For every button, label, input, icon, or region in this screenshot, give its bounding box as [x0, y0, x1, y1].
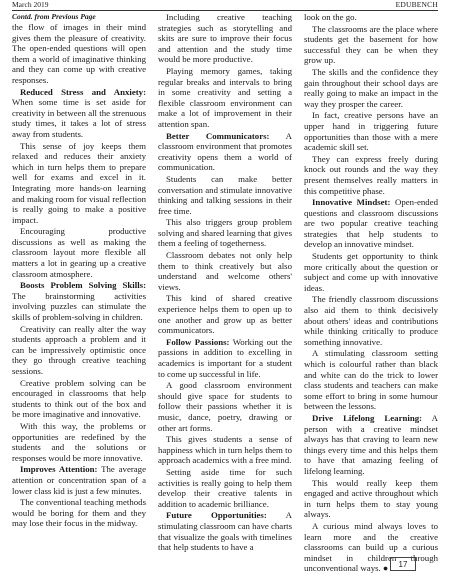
paragraph-text: Contd. from Previous Page [12, 12, 96, 21]
paragraph-text: This also triggers group problem solving and shared learning that gives them a feeling of togetherness. [158, 217, 292, 249]
page-number: 17 [390, 557, 416, 571]
paragraph-text: Creativity can really alter the way students approach a problem and it can be impressively optimistic once they go through creative teaching sessions. [12, 323, 146, 376]
section-heading: Future Opportunities: [166, 510, 267, 521]
paragraph-text: A classroom environment that promotes creativity opens them a world of communication. [158, 130, 292, 173]
paragraph [158, 131, 292, 173]
paragraph-text: When some time is set aside for creativity in between all the strenuous study times, it takes a lot of stress away from students. [12, 97, 146, 139]
paragraph-text: the flow of images in their mind gives them the pleasure of creativity. The open-ended questions will open them a world of imaginative thinking and they can come up with creative responses. [12, 22, 146, 85]
paragraph [304, 67, 438, 109]
paragraph-text: A curious mind always loves to learn more and the creative classrooms can build up a curious mindset in children through unconventional ways. ● [304, 520, 438, 574]
paragraph [12, 280, 146, 322]
paragraph [158, 510, 292, 552]
paragraph [12, 12, 146, 21]
paragraph-text: The average attention or concentration span of a lower class kid is just a few minutes. [12, 464, 146, 496]
paragraph-text: This would really keep them engaged and active throughout which in turn helps them to stay young always. [304, 477, 438, 520]
paragraph [158, 380, 292, 433]
paragraph-text: Setting aside time for such activities is really going to help them develop their creative talents in addition to academic brilliance. [158, 466, 292, 509]
section-heading: Boosts Problem Solving Skills: [20, 280, 146, 291]
paragraph-text: Open-ended questions and classroom discussions are two popular creative teaching strategies that help students to develop an innovative mindset. [304, 197, 438, 250]
section-heading: Follow Passions: [166, 336, 230, 347]
paragraph [12, 324, 146, 377]
paragraph-text: Encouraging productive discussions as well as making the classroom layout more flexible all matters a lot in gearing up a creative classroom atmosphere. [12, 226, 146, 279]
paragraph-text: Classroom debates not only help them to think creatively but also understand and welcome others' views. [158, 250, 292, 292]
paragraph-text: Working out the passions in addition to excelling in academics is important for a student to come up successful in life. [158, 336, 292, 379]
paragraph [304, 24, 438, 66]
paragraph [158, 174, 292, 216]
paragraph-text: Including creative teaching strategies such as storytelling and skits are sure to improve their focus and attention and the study time would be more productive. [158, 12, 292, 65]
paragraph-text: This gives students a sense of happiness which in turn helps them to approach academics with a free mind. [158, 434, 292, 466]
paragraph [304, 521, 438, 574]
paragraph-text: The friendly classroom discussions also aid them to think decisively about others' ideas and contributions while thinking critically to produce something innovative. [304, 294, 438, 347]
paragraph-text: The skills and the confidence they gain throughout their school days are really going to make an impact in the way they prosper the career. [304, 66, 438, 109]
paragraph [158, 12, 292, 65]
section-heading: Reduced Stress and Anxiety: [20, 86, 146, 97]
paragraph-text: They can express freely during knock out rounds and the way they present themselves really matters in this competitive phase. [304, 153, 438, 196]
paragraph-text: Students can make better conversation and stimulate innovative thinking and talking sessions in their free time. [158, 173, 292, 216]
section-heading: Innovative Mindset: [312, 197, 391, 208]
issue-date: March 2019 [12, 0, 49, 9]
paragraph [304, 251, 438, 293]
paragraph [12, 378, 146, 420]
section-heading: Drive Lifelong Learning: [312, 412, 423, 423]
paragraph-text: A stimulating classroom can have charts that visualize the goals with timelines that help students to have a [158, 510, 292, 553]
section-heading: Improves Attention: [20, 464, 98, 475]
column-1 [12, 12, 146, 560]
paragraph-text: Playing memory games, taking regular breaks and intervals to bring in some creativity and setting a flexible classroom environment can make a lot of improvement in their attention span. [158, 65, 292, 129]
paragraph [158, 66, 292, 130]
paragraph [158, 217, 292, 249]
paragraph-text: Students get opportunity to think more critically about the question or subject and come up with innovative ideas. [304, 251, 438, 293]
paragraph-text: With this way, the problems or opportunities are redefined by the students and the solutions or responses would be more innovative. [12, 420, 146, 463]
paragraph [12, 421, 146, 463]
paragraph [12, 226, 146, 279]
paragraph [304, 110, 438, 152]
paragraph [12, 141, 146, 226]
paragraph [158, 467, 292, 509]
paragraph-text: Creative problem solving can be encouraged in classrooms that help students to think out of the box and be more imaginative and innovative. [12, 377, 146, 420]
paragraph-text: The classrooms are the place where students get the basement for how successful they can be when they grow up. [304, 23, 438, 66]
paragraph-text: In fact, creative persons have an upper hand in triggering future opportunities than those with a mere academic skill set. [304, 110, 438, 153]
paragraph [158, 250, 292, 292]
section-heading: Better Communicators: [166, 130, 270, 141]
column-2 [158, 12, 292, 560]
paragraph [304, 12, 438, 23]
paragraph-text: This kind of shared creative experience helps them to open up to one another and grow up as better communicators. [158, 293, 292, 336]
paragraph [158, 337, 292, 379]
paragraph [304, 413, 438, 477]
paragraph-text: The brainstorming activities involving puzzles can stimulate the skills of problem-solving in children. [12, 290, 146, 323]
paragraph [12, 464, 146, 496]
paragraph-text: A person with a creative mindset always has that craving to learn new things every time and this helps them to have that amazing feeling of lifelong learning. [304, 412, 438, 476]
header-rule [12, 10, 438, 11]
paragraph [12, 497, 146, 529]
paragraph-text: A stimulating classroom setting which is colourful rather than black and white can do the trick to lower class students and teachers can make some effort to bring in some humour between the lessons. [304, 348, 438, 412]
magazine-name: EDUBENCH [395, 0, 438, 9]
paragraph [304, 197, 438, 250]
paragraph [12, 22, 146, 86]
paragraph-text: The conventional teaching methods would be boring for them and they may lose their focus in the midway. [12, 497, 146, 529]
paragraph-text: This sense of joy keeps them relaxed and reduces their anxiety which in turn helps them to prepare well for exams and excel in it. Integrating more hands-on learning and making room for visual reflection is really going to make a positive impact. [12, 140, 146, 225]
paragraph-text: A good classroom environment should give space for students to follow their passions whether it is music, dance, poetry, drawing or other art forms. [158, 380, 292, 433]
paragraph [158, 293, 292, 335]
paragraph [158, 434, 292, 466]
paragraph [12, 87, 146, 140]
paragraph [304, 478, 438, 520]
paragraph-text: look on the go. [304, 12, 357, 22]
paragraph [304, 294, 438, 347]
paragraph [304, 348, 438, 412]
page-header [12, 0, 438, 10]
paragraph [304, 154, 438, 196]
